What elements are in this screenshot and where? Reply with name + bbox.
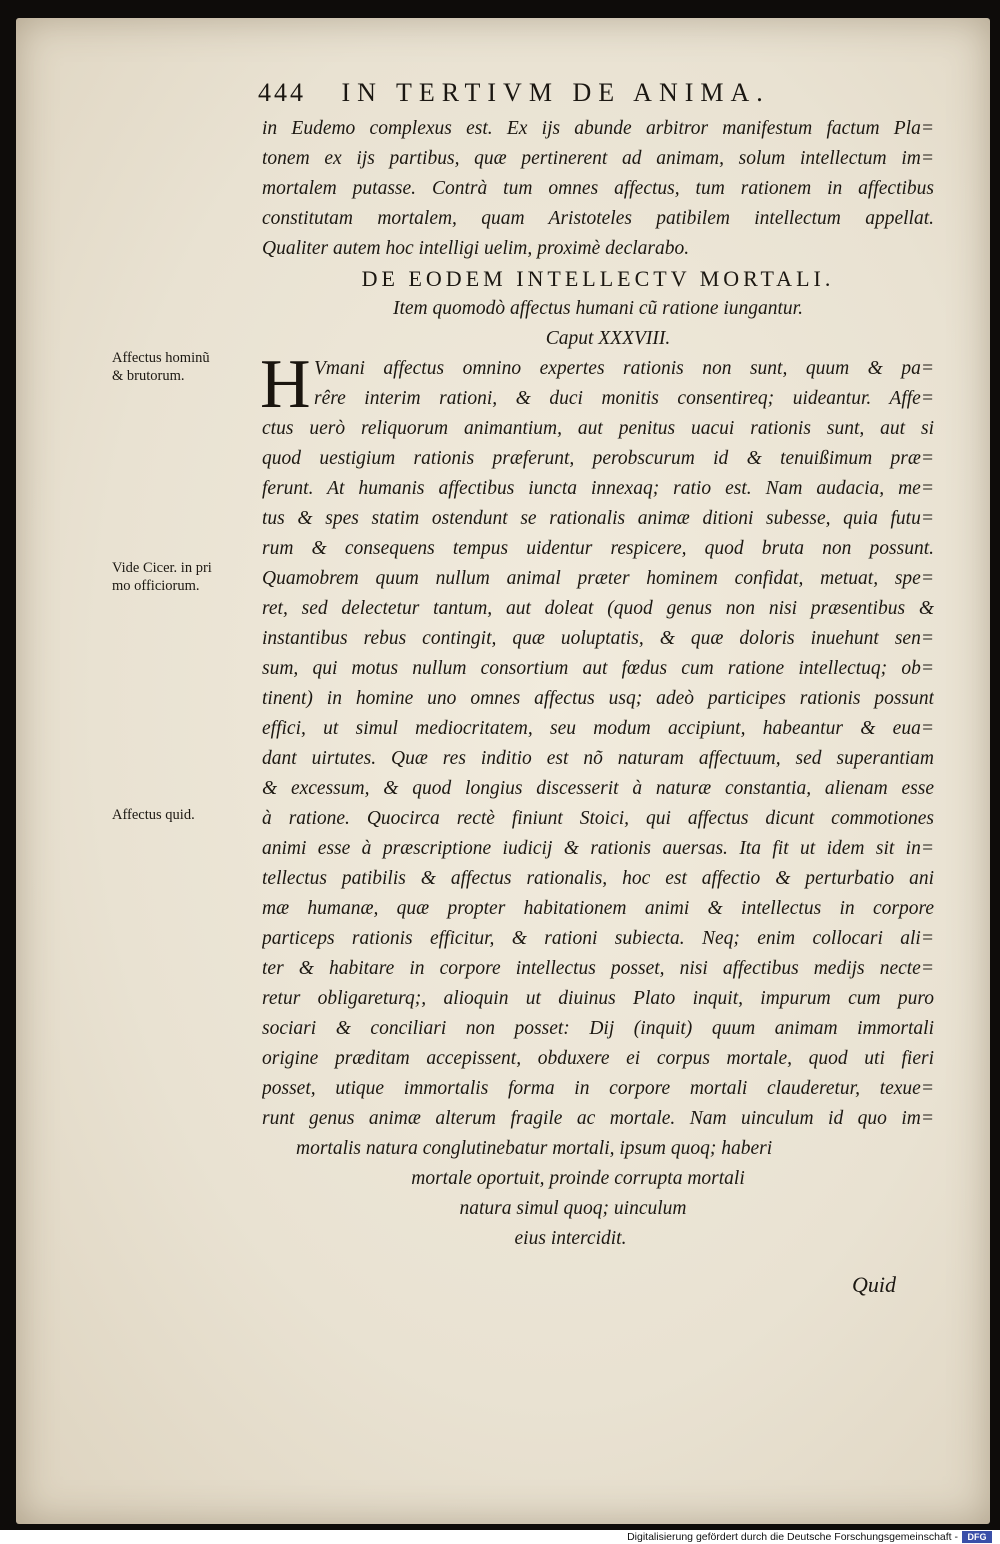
text-line: Vmani affectus omnino expertes rationis non sunt, quum & pa= [314, 358, 934, 379]
margin-note-vide-cicer [112, 559, 262, 595]
text-line: retur obligareturq;, alioquin ut diuinus Plato inquit, impurum cum puro [262, 988, 934, 1009]
text-line: sociari & conciliari non posset: Dij (inquit) quum animam immortali [262, 1018, 934, 1039]
text-line: posset, utique immortalis forma in corpore mortali clauderetur, texue= [262, 1078, 934, 1099]
text-line: tonem ex ijs partibus, quæ pertinerent ad animam, solum intellectum im= [262, 148, 934, 169]
footer [0, 1530, 1000, 1544]
text-line: Qualiter autem hoc intelligi uelim, proximè declarabo. [262, 238, 690, 259]
margin-note-line: mo officiorum. [112, 578, 200, 594]
margin-note-line: Vide Cicer. in pri [112, 560, 212, 576]
text-line: ter & habitare in corpore intellectus posset, nisi affectibus medijs necte= [262, 958, 934, 979]
text-line: quod uestigium rationis præferunt, perobscurum id & tenuißimum præ= [262, 448, 934, 469]
text-line: mortalem putasse. Contrà tum omnes affectus, tum rationem in affectibus [262, 178, 934, 199]
dfg-logo: DFG [962, 1531, 992, 1543]
text-line: particeps rationis efficitur, & rationi subiecta. Neq; enim collocari ali= [262, 928, 934, 949]
text-line: à ratione. Quocirca rectè finiunt Stoici, qui affectus dicunt commotiones [262, 808, 934, 829]
page-number: 444 [258, 78, 306, 107]
text-line: runt genus animæ alterum fragile ac mortale. Nam uinculum id quo im= [262, 1108, 934, 1129]
text-line: tus & spes statim ostendunt se rationalis animæ ditioni subesse, quia futu= [262, 508, 934, 529]
catchword: Quid [852, 1272, 896, 1297]
text-line: sum, qui motus nullum consortium aut fœdus cum ratione intellectuq; ob= [262, 658, 934, 679]
text-line: animi esse à præscriptione iudicij & rationis auersas. Ita fit ut idem sit in= [262, 838, 934, 859]
drop-cap: H [260, 346, 311, 423]
text-line: Quamobrem quum nullum animal præter hominem confidat, metuat, spe= [262, 568, 934, 589]
paragraph [260, 346, 934, 1254]
running-head [258, 78, 858, 112]
text-line: tellectus patibilis & affectus rationalis, hoc est affectio & perturbatio ani [262, 868, 934, 889]
margin-note-affectus-hominum [112, 349, 262, 385]
section-subheading: Item quomodò affectus humani cũ ratione iungantur. [392, 298, 803, 319]
margin-note-line: Affectus hominũ [112, 350, 210, 366]
margin-note-line: & brutorum. [112, 368, 185, 384]
text-line: eius intercidit. [514, 1228, 627, 1249]
text-line: natura simul quoq; uinculum [459, 1198, 687, 1219]
text-line: mortale oportuit, proinde corrupta mortali [411, 1168, 745, 1189]
main-text [262, 114, 934, 1254]
text-line: origine præditam accepissent, obduxere ei corpus mortale, quod uti fieri [262, 1048, 934, 1069]
text-line: rêre interim rationi, & duci monitis consentireq; uideantur. Affe= [314, 388, 934, 409]
text-line: mæ humanæ, quæ propter habitationem animi & intellectus in corpore [262, 898, 934, 919]
margin-note-affectus-quid [112, 806, 262, 824]
margin-note-line: Affectus quid. [112, 807, 195, 823]
text-line: rum & consequens tempus uidentur respicere, quod bruta non possunt. [262, 538, 934, 559]
footer-credit: Digitalisierung gefördert durch die Deutsche Forschungsgemeinschaft - [627, 1531, 958, 1543]
text-line: effici, ut simul mediocritatem, seu modum accipiunt, habeantur & eua= [262, 718, 934, 739]
text-line: constitutam mortalem, quam Aristoteles patibilem intellectum appellat. [262, 208, 934, 229]
running-title: IN TERTIVM DE ANIMA. [341, 78, 770, 107]
text-line: mortalis natura conglutinebatur mortali, ipsum quoq; haberi [296, 1138, 773, 1159]
text-line: ctus uerò reliquorum animantium, aut penitus uacui rationis sunt, aut si [262, 418, 934, 439]
text-line: ferunt. At humanis affectibus iuncta innexaq; ratio est. Nam audacia, me= [262, 478, 934, 499]
chapter-title: Caput XXXVIII. [545, 328, 671, 349]
text-line: dant uirtutes. Quæ res inditio est nõ naturam affectuum, sed superantiam [262, 748, 934, 769]
text-line: ret, sed delectetur tantum, aut doleat (quod genus non nisi præsentibus & [262, 598, 934, 619]
text-line: instantibus rebus contingit, quæ uoluptatis, & quæ doloris inuehunt sen= [262, 628, 934, 649]
text-line: tinent) in homine uno omnes affectus usq; adeò participes rationis possunt [262, 688, 934, 709]
text-line: & excessum, & quod longius discesserit à naturæ constantia, alienam esse [262, 778, 934, 799]
text-line: in Eudemo complexus est. Ex ijs abunde arbitror manifestum factum Pla= [262, 118, 934, 139]
section-heading: DE EODEM INTELLECTV MORTALI. [361, 266, 835, 291]
